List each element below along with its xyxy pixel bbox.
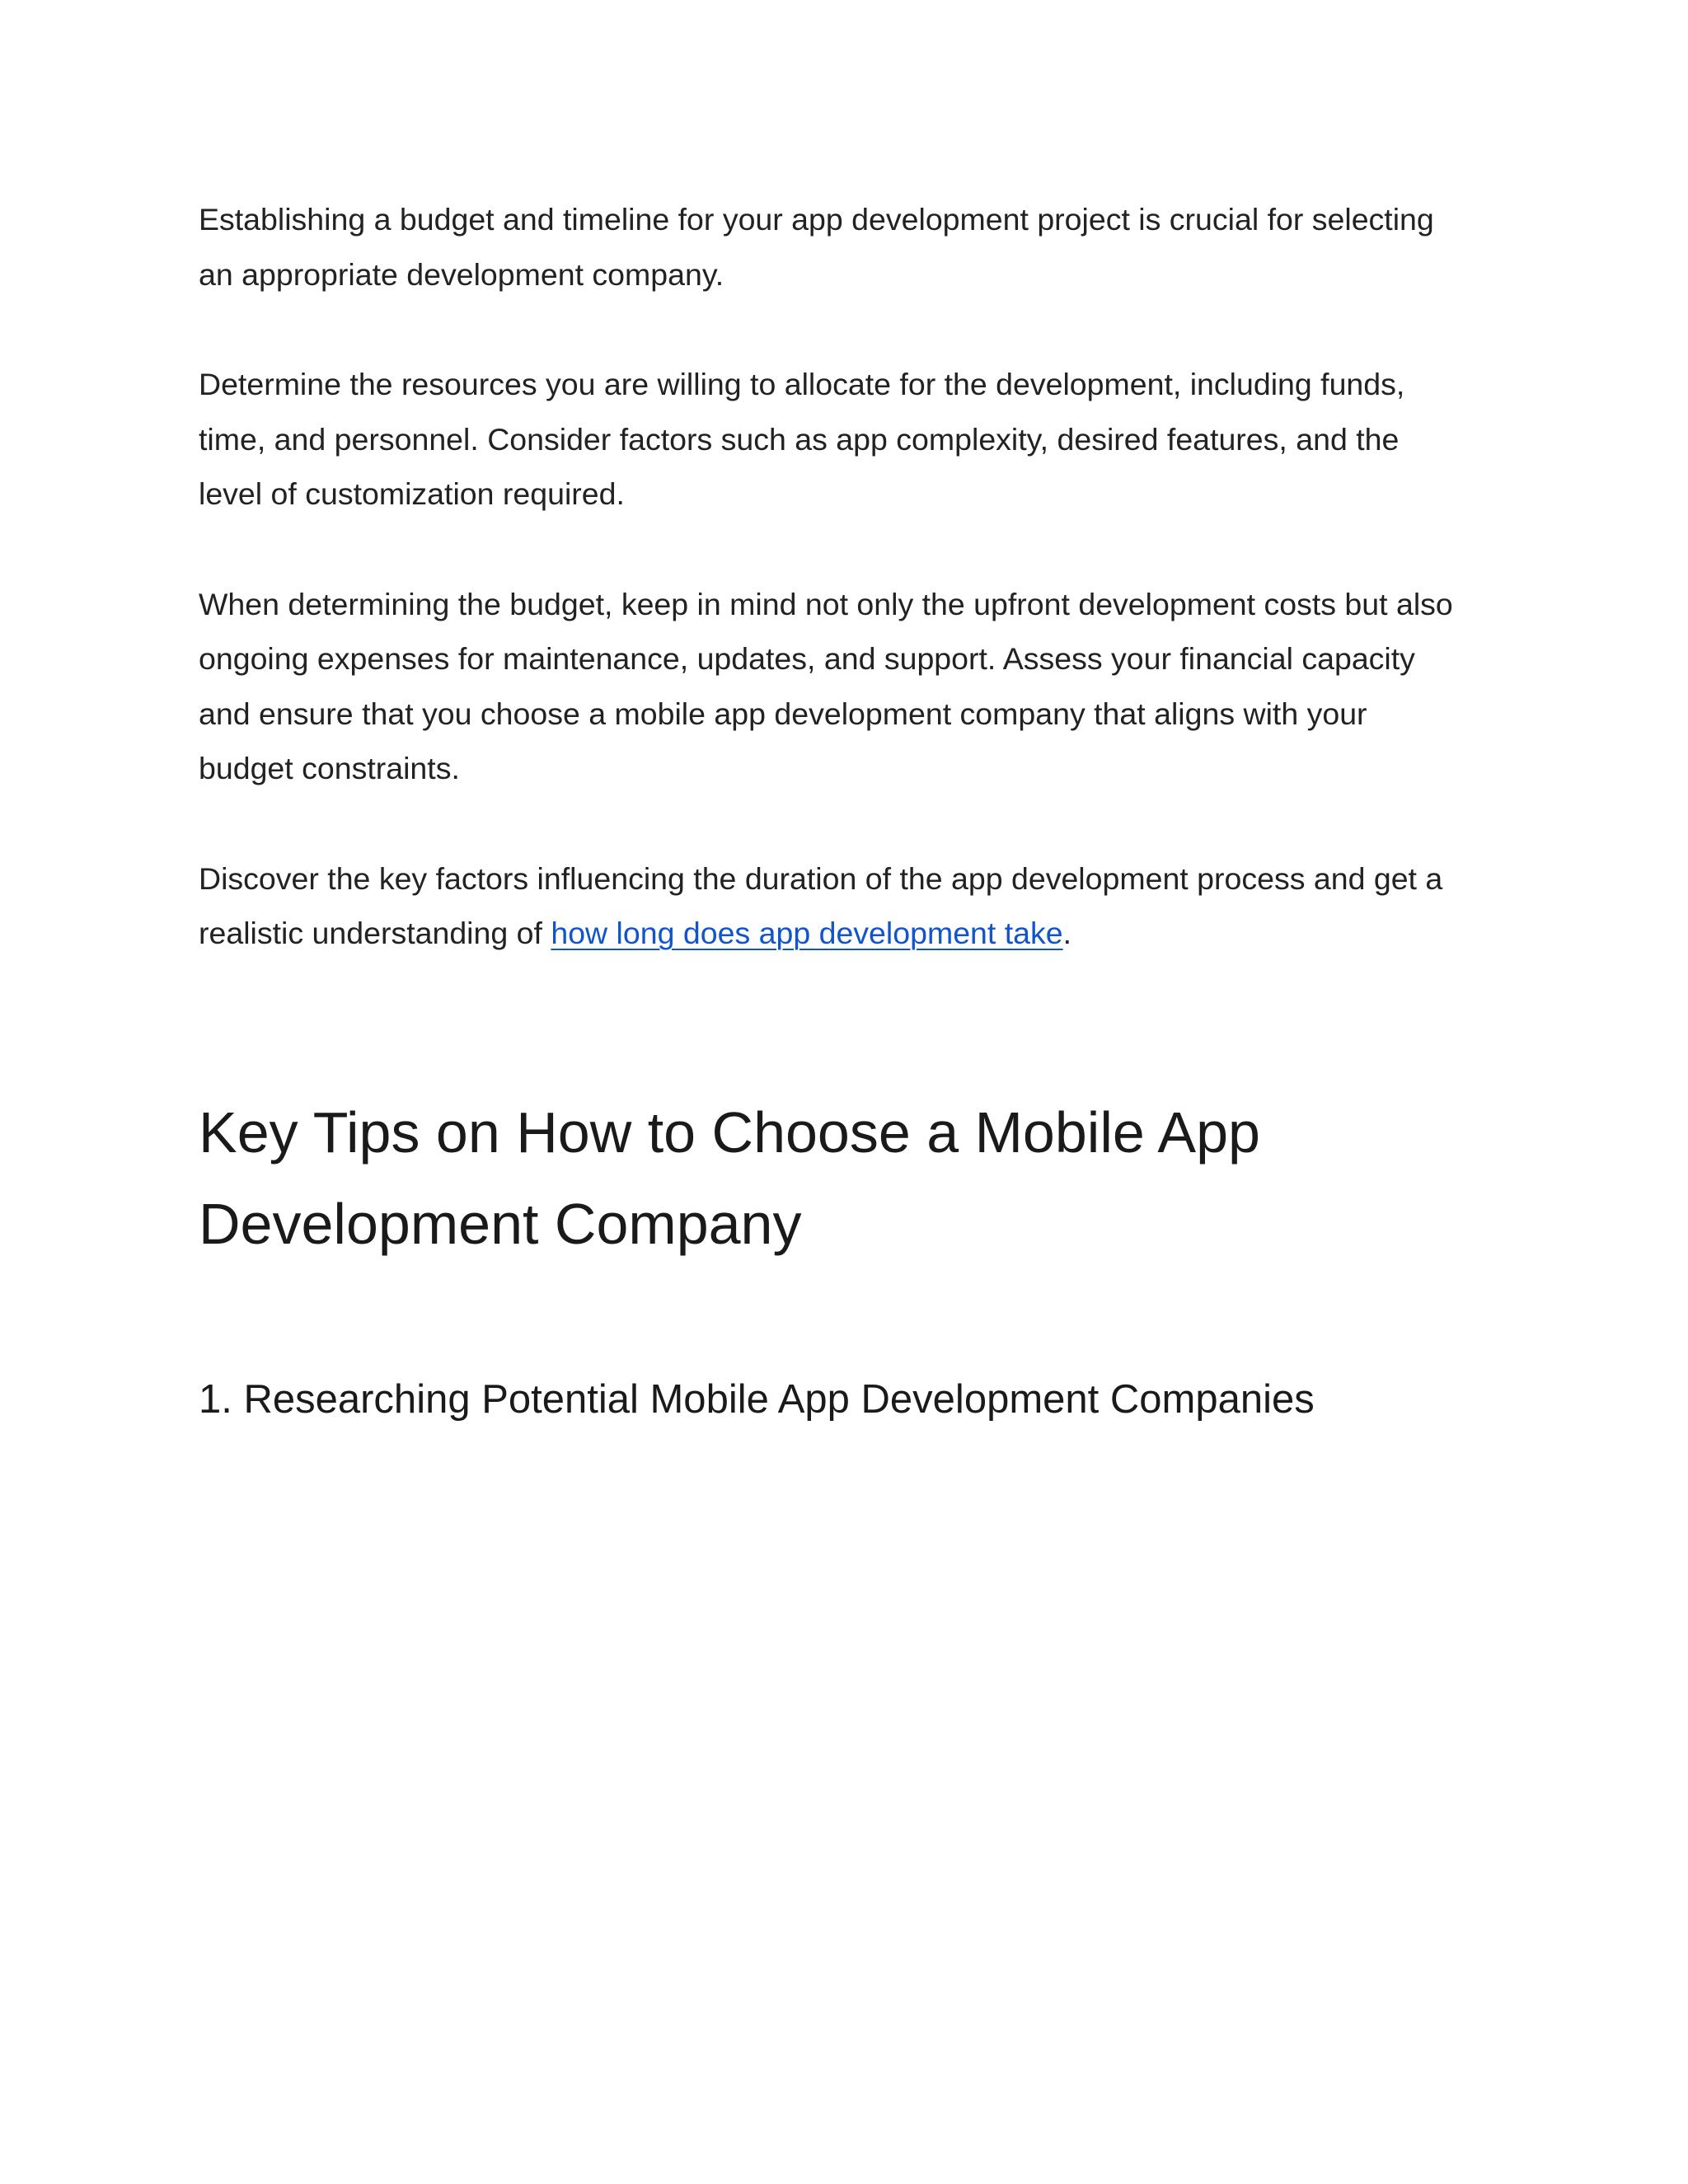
paragraph-line: budget constraints. [199, 751, 460, 785]
paragraph-budget-costs [199, 577, 1501, 796]
app-development-duration-link[interactable]: how long does app development take [551, 916, 1063, 950]
link-prefix-text: realistic understanding of [199, 916, 551, 950]
paragraph-line: When determining the budget, keep in mind not only the upfront development costs but also [199, 586, 1453, 621]
subsection-heading: 1. Researching Potential Mobile App Development Companies [199, 1377, 1315, 1422]
document-body [199, 192, 1501, 1422]
link-suffix-text: . [1062, 916, 1072, 950]
section-heading [199, 1087, 1260, 1270]
paragraph-line-with-link [199, 906, 1501, 961]
paragraph-budget-intro [199, 192, 1501, 302]
paragraph-line: an appropriate development company. [199, 256, 724, 292]
paragraph-line: ongoing expenses for maintenance, updates, and support. Assess your financial capacity [199, 641, 1415, 676]
paragraph-line: level of customization required. [199, 476, 625, 511]
heading-line: Development Company [199, 1192, 802, 1256]
paragraph-duration [199, 851, 1501, 961]
paragraph-line: and ensure that you choose a mobile app development company that aligns with your [199, 696, 1367, 731]
paragraph-line: Determine the resources you are willing to allocate for the development, including funds, [199, 367, 1405, 401]
paragraph-resources [199, 357, 1501, 522]
heading-line: Key Tips on How to Choose a Mobile App [199, 1100, 1260, 1165]
paragraph-line: time, and personnel. Consider factors such as app complexity, desired features, and the [199, 421, 1400, 457]
paragraph-line: Establishing a budget and timeline for your app development project is crucial for selecting [199, 202, 1434, 237]
paragraph-line: Discover the key factors influencing the duration of the app development process and get a [199, 860, 1443, 896]
